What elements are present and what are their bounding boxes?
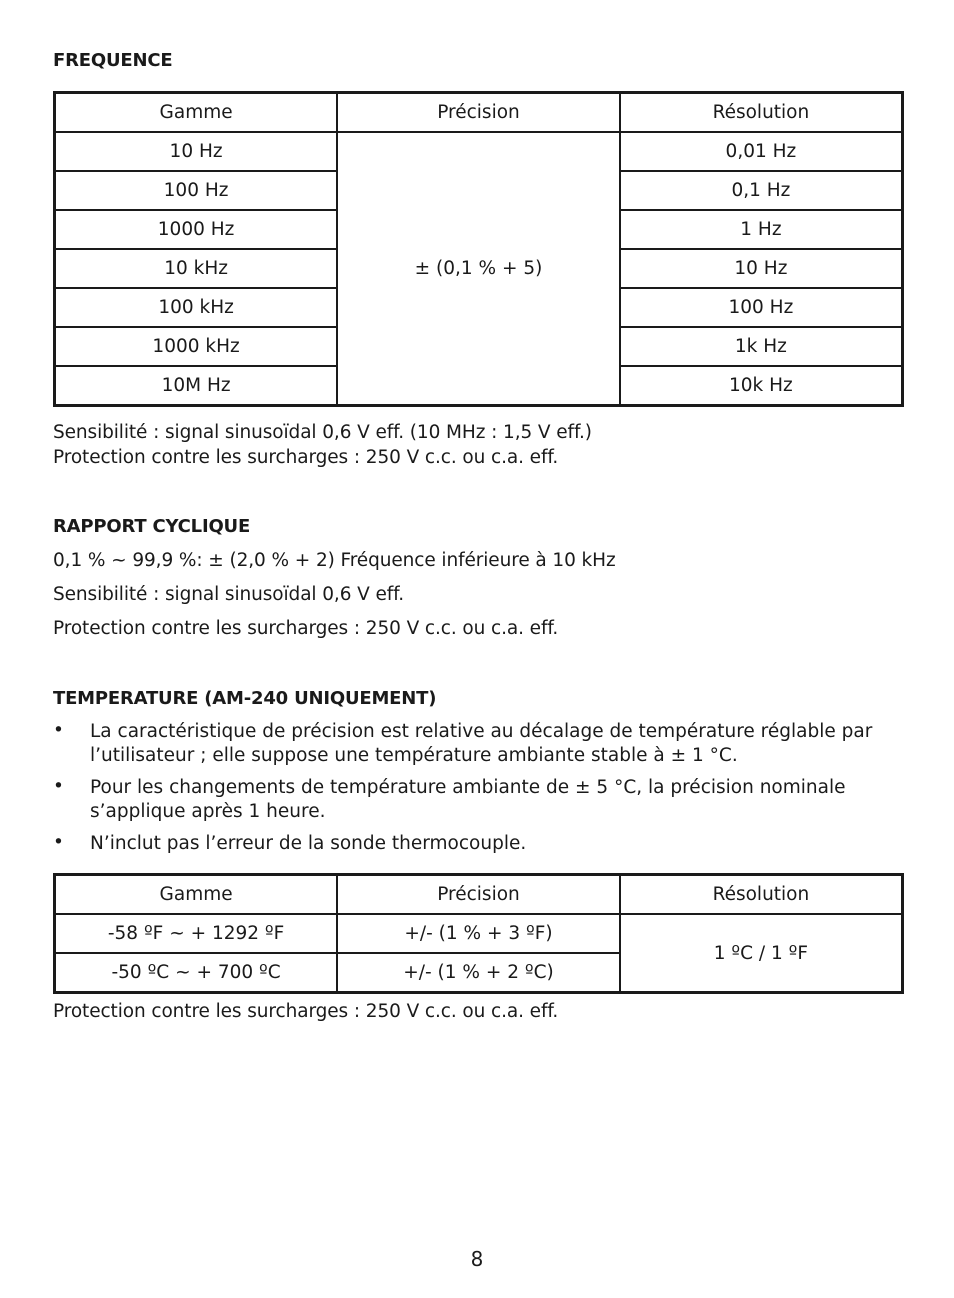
section-heading-frequence: FREQUENCE: [53, 50, 173, 71]
section-heading-rapport-cyclique: RAPPORT CYCLIQUE: [53, 516, 251, 537]
bullet-text: Pour les changements de température ambiante de ± 5 °C, la précision nominale s’applique après 1 heure.: [90, 777, 846, 822]
cell-gamme: 1000 Hz: [55, 210, 338, 249]
header-gamme: Gamme: [55, 875, 338, 915]
header-precision: Précision: [337, 875, 620, 915]
cell-precision: +/- (1 % + 2 ºC): [337, 953, 620, 993]
cell-resolution: 0,1 Hz: [620, 171, 903, 210]
cell-gamme: 1000 kHz: [55, 327, 338, 366]
cell-resolution: 100 Hz: [620, 288, 903, 327]
rapport-overload-line: Protection contre les surcharges : 250 V c.c. ou c.a. eff.: [53, 618, 559, 639]
table-row: [55, 914, 903, 953]
bullet-text: La caractéristique de précision est relative au décalage de température réglable par l’utilisateur ; elle suppose une température ambiante stable à ± 1 °C.: [90, 721, 873, 766]
page-number: 8: [470, 1247, 484, 1271]
temperature-table: [53, 873, 904, 994]
cell-gamme: -50 ºC ~ + 700 ºC: [55, 953, 338, 993]
bullet-icon: •: [53, 832, 64, 853]
cell-precision-merged: ± (0,1 % + 5): [337, 132, 620, 406]
table-header-row: [55, 875, 903, 915]
header-resolution: Résolution: [620, 875, 903, 915]
cell-resolution: 10k Hz: [620, 366, 903, 406]
cell-gamme: 10 kHz: [55, 249, 338, 288]
cell-resolution: 1 Hz: [620, 210, 903, 249]
bullet-text: N’inclut pas l’erreur de la sonde thermocouple.: [90, 833, 527, 854]
header-precision: Précision: [337, 93, 620, 133]
temperature-overload-note: Protection contre les surcharges : 250 V c.c. ou c.a. eff.: [53, 1001, 559, 1022]
cell-gamme: 10 Hz: [55, 132, 338, 171]
section-heading-temperature: TEMPERATURE (AM-240 UNIQUEMENT): [53, 688, 437, 709]
frequence-sensitivity-note: Sensibilité : signal sinusoïdal 0,6 V eff. (10 MHz : 1,5 V eff.): [53, 422, 592, 443]
cell-gamme: -58 ºF ~ + 1292 ºF: [55, 914, 338, 953]
cell-gamme: 10M Hz: [55, 366, 338, 406]
cell-resolution: 0,01 Hz: [620, 132, 903, 171]
rapport-sensitivity-line: Sensibilité : signal sinusoïdal 0,6 V eff.: [53, 584, 405, 605]
frequence-overload-note: Protection contre les surcharges : 250 V c.c. ou c.a. eff.: [53, 447, 559, 468]
bullet-icon: •: [53, 776, 64, 797]
cell-gamme: 100 Hz: [55, 171, 338, 210]
header-resolution: Résolution: [620, 93, 903, 133]
cell-resolution: 1k Hz: [620, 327, 903, 366]
table-header-row: [55, 93, 903, 133]
frequence-table: [53, 91, 904, 407]
header-gamme: Gamme: [55, 93, 338, 133]
rapport-range-line: 0,1 % ~ 99,9 %: ± (2,0 % + 2) Fréquence inférieure à 10 kHz: [53, 550, 616, 571]
cell-resolution: 10 Hz: [620, 249, 903, 288]
cell-precision: +/- (1 % + 3 ºF): [337, 914, 620, 953]
bullet-icon: •: [53, 720, 64, 741]
cell-gamme: 100 kHz: [55, 288, 338, 327]
table-row: [55, 132, 903, 171]
cell-resolution-merged: 1 ºC / 1 ºF: [620, 914, 903, 993]
